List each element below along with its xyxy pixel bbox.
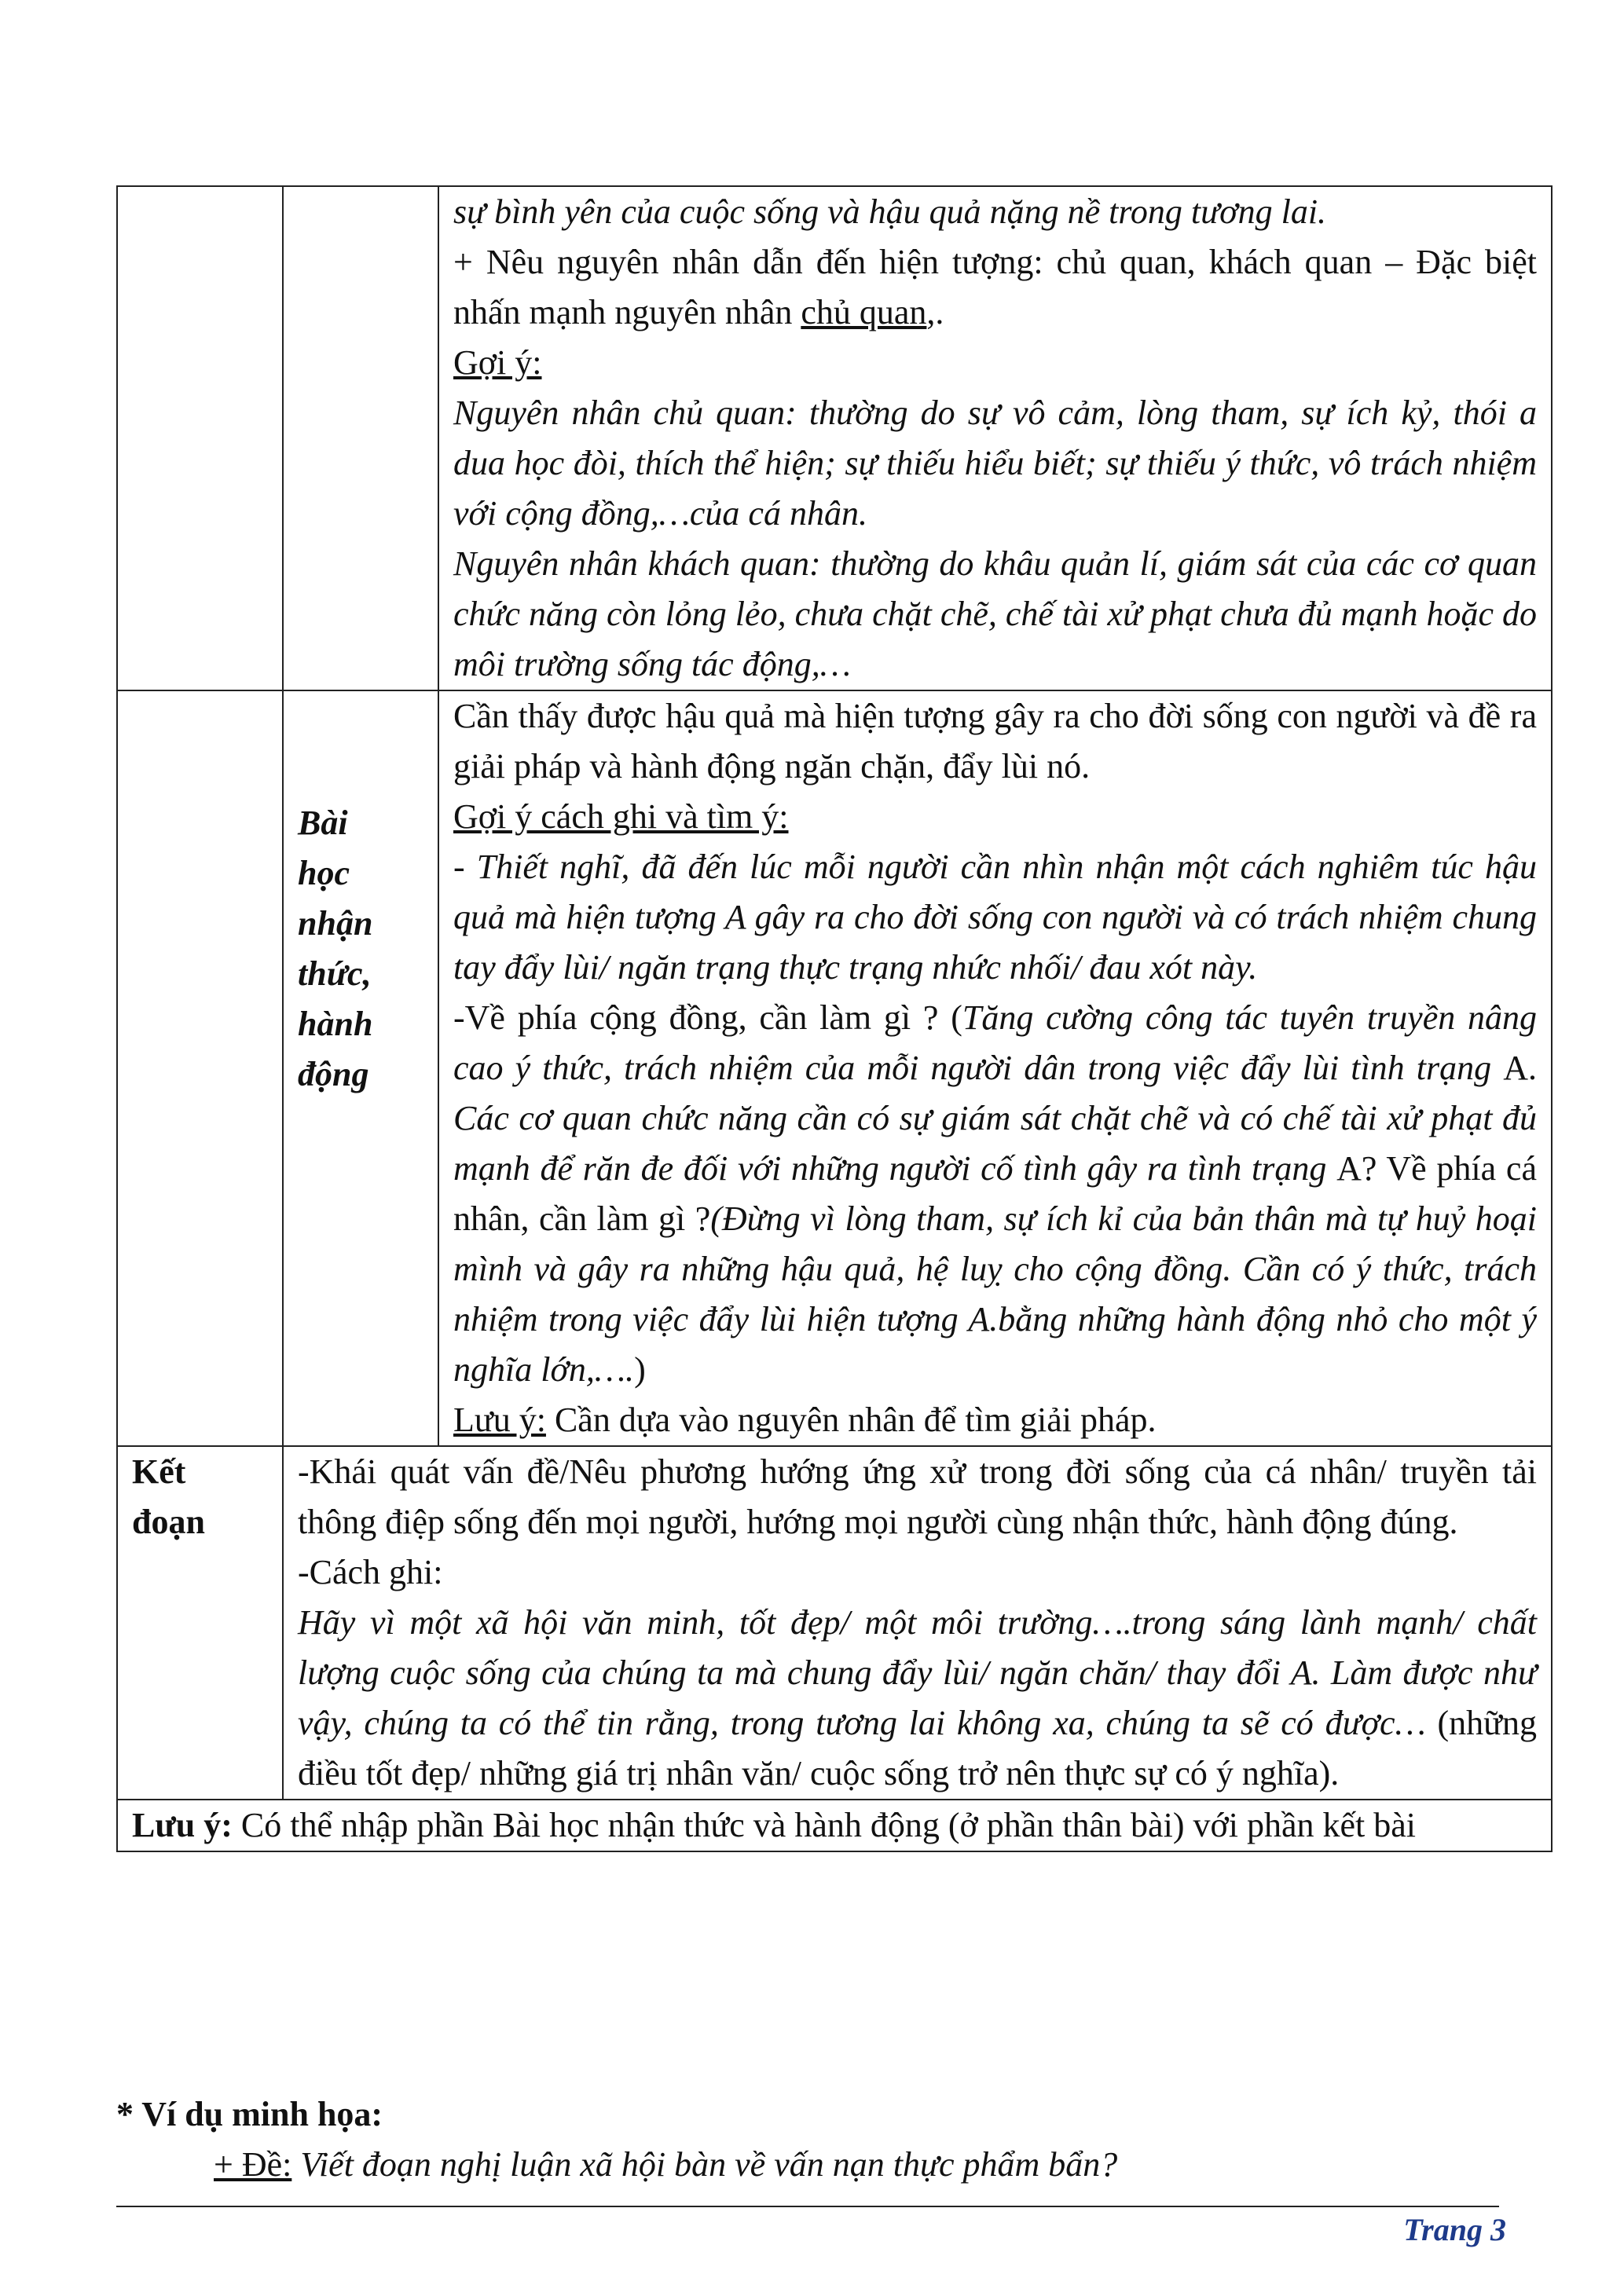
- label-line: Kết: [132, 1452, 186, 1491]
- paragraph: [298, 1598, 1537, 1799]
- row-label: [283, 690, 438, 1446]
- content-cell: [283, 1446, 1552, 1800]
- empty-cell: [117, 690, 283, 1446]
- text-span: (những điều tốt đẹp/ những giá trị nhân văn/ cuộc sống trở nên thực sự có ý nghĩa: [298, 1704, 1537, 1792]
- example-section: [116, 2089, 1553, 2190]
- content-cell: [438, 186, 1552, 690]
- label-line: nhận: [298, 904, 373, 943]
- text-span: Có thể nhập phần Bài học nhận thức và hành động (ở phần thân bài) với phần kết bài: [232, 1806, 1416, 1844]
- label-line: Bài: [298, 804, 348, 842]
- text-span: + Nêu nguyên nhân dẫn đến hiện tượng: chủ quan, khách quan – Đặc biệt nhấn mạnh nguyên nhân: [453, 243, 1537, 331]
- empty-cell: [117, 186, 283, 690]
- label-line: thức,: [298, 954, 372, 993]
- empty-cell: [283, 186, 438, 690]
- text-span: A.: [1503, 1049, 1537, 1087]
- paragraph: [453, 1395, 1537, 1445]
- note-cell: [117, 1800, 1552, 1851]
- outline-table: [116, 185, 1553, 1852]
- note-label: Lưu ý:: [132, 1806, 233, 1844]
- note-label: Lưu ý:: [453, 1401, 546, 1439]
- question-text: Viết đoạn nghị luận xã hội bàn về vấn nạn thực phẩm bẩn?: [291, 2145, 1118, 2184]
- paragraph: - Thiết nghĩ, đã đến lúc mỗi người cần nhìn nhận một cách nghiêm túc hậu quả mà hiện tượng A gây ra cho đời sống con người và có trách nhiệm chung tay đẩy lùi/ ngăn trạng thực trạng nhức nhối/ đau xót này.: [453, 848, 1537, 987]
- example-question: [116, 2140, 1553, 2190]
- footer-divider: [116, 2206, 1499, 2207]
- paragraph: [453, 237, 1537, 338]
- paragraph: [132, 1800, 1537, 1851]
- paragraph: Nguyên nhân chủ quan: thường do sự vô cảm, lòng tham, sự ích kỷ, thói a dua học đòi, thích thể hiện; sự thiếu hiểu biết; sự thiếu ý thức, vô trách nhiệm với cộng đồng,…của cá nhân.: [453, 394, 1537, 533]
- text-span: ): [634, 1350, 646, 1389]
- text-span: A? Về phía cá nhân, cần làm gì ?: [453, 1149, 1537, 1238]
- text-span: -Về phía cộng đồng, cần làm gì ? (: [453, 998, 962, 1037]
- label-line: động: [298, 1055, 369, 1093]
- paragraph: -Cách ghi:: [298, 1553, 443, 1591]
- label-line: hành: [298, 1005, 373, 1043]
- label-line: đoạn: [132, 1503, 205, 1541]
- table-row: [117, 690, 1552, 1446]
- text-span: Hãy vì một xã hội văn minh, tốt đẹp/ một môi trường….trong sáng lành mạnh/ chất lượng cuộc sống của chúng ta mà chung đẩy lùi/ ngăn chăn/ thay đổi A. Làm được như vậy, chúng ta có thể tin rằng, trong tương lai không xa, chúng ta sẽ có được…: [298, 1603, 1537, 1742]
- underlined-text: chủ quan: [801, 293, 927, 331]
- text-span: ,.: [926, 293, 944, 331]
- text-span: (Đừng vì lòng tham, sự ích kỉ của bản thân mà tự huỷ hoại mình và gây ra những hậu quả, hệ luỵ cho cộng đồng. Cần có ý thức, trách nhiệm trong việc đẩy lùi hiện tượng A.bằng những hành động nhỏ cho một ý nghĩa lớn,….: [453, 1199, 1537, 1389]
- text-span: Cần dựa vào nguyên nhân để tìm giải pháp.: [545, 1401, 1157, 1439]
- table-row: [117, 186, 1552, 690]
- text-span: Tăng cường công tác tuyên truyền nâng cao ý thức, trách nhiệm của mỗi người dân trong việc đẩy lùi tình trạng: [453, 998, 1537, 1087]
- table-row: [117, 1446, 1552, 1800]
- label-line: học: [298, 854, 350, 892]
- page-number: Trang 3: [1403, 2212, 1506, 2247]
- row-label: [117, 1446, 283, 1800]
- question-prefix: + Đề:: [214, 2145, 292, 2184]
- hint-label: Gợi ý cách ghi và tìm ý:: [453, 797, 789, 836]
- paragraph: [453, 993, 1537, 1395]
- hint-label: Gợi ý:: [453, 343, 542, 382]
- text-span: ).: [1318, 1754, 1340, 1792]
- paragraph: -Khái quát vấn đề/Nêu phương hướng ứng xử trong đời sống của cá nhân/ truyền tải thông điệp sống đến mọi người, hướng mọi người cùng nhận thức, hành động đúng.: [298, 1452, 1537, 1541]
- text-span: Các cơ quan chức năng cần có sự giám sát chặt chẽ và có chế tài xử phạt đủ mạnh để răn đe đối với những người cố tình gây ra tình trạng: [453, 1099, 1537, 1188]
- paragraph: Cần thấy được hậu quả mà hiện tượng gây ra cho đời sống con người và đề ra giải pháp và hành động ngăn chặn, đẩy lùi nó.: [453, 697, 1537, 785]
- paragraph: Nguyên nhân khách quan: thường do khâu quản lí, giám sát của các cơ quan chức năng còn lỏng lẻo, chưa chặt chẽ, chế tài xử phạt chưa đủ mạnh hoặc do môi trường sống tác động,…: [453, 544, 1537, 683]
- paragraph: sự bình yên của cuộc sống và hậu quả nặng nề trong tương lai.: [453, 192, 1327, 231]
- content-cell: [438, 690, 1552, 1446]
- table-row: [117, 1800, 1552, 1851]
- example-heading: * Ví dụ minh họa:: [116, 2095, 383, 2133]
